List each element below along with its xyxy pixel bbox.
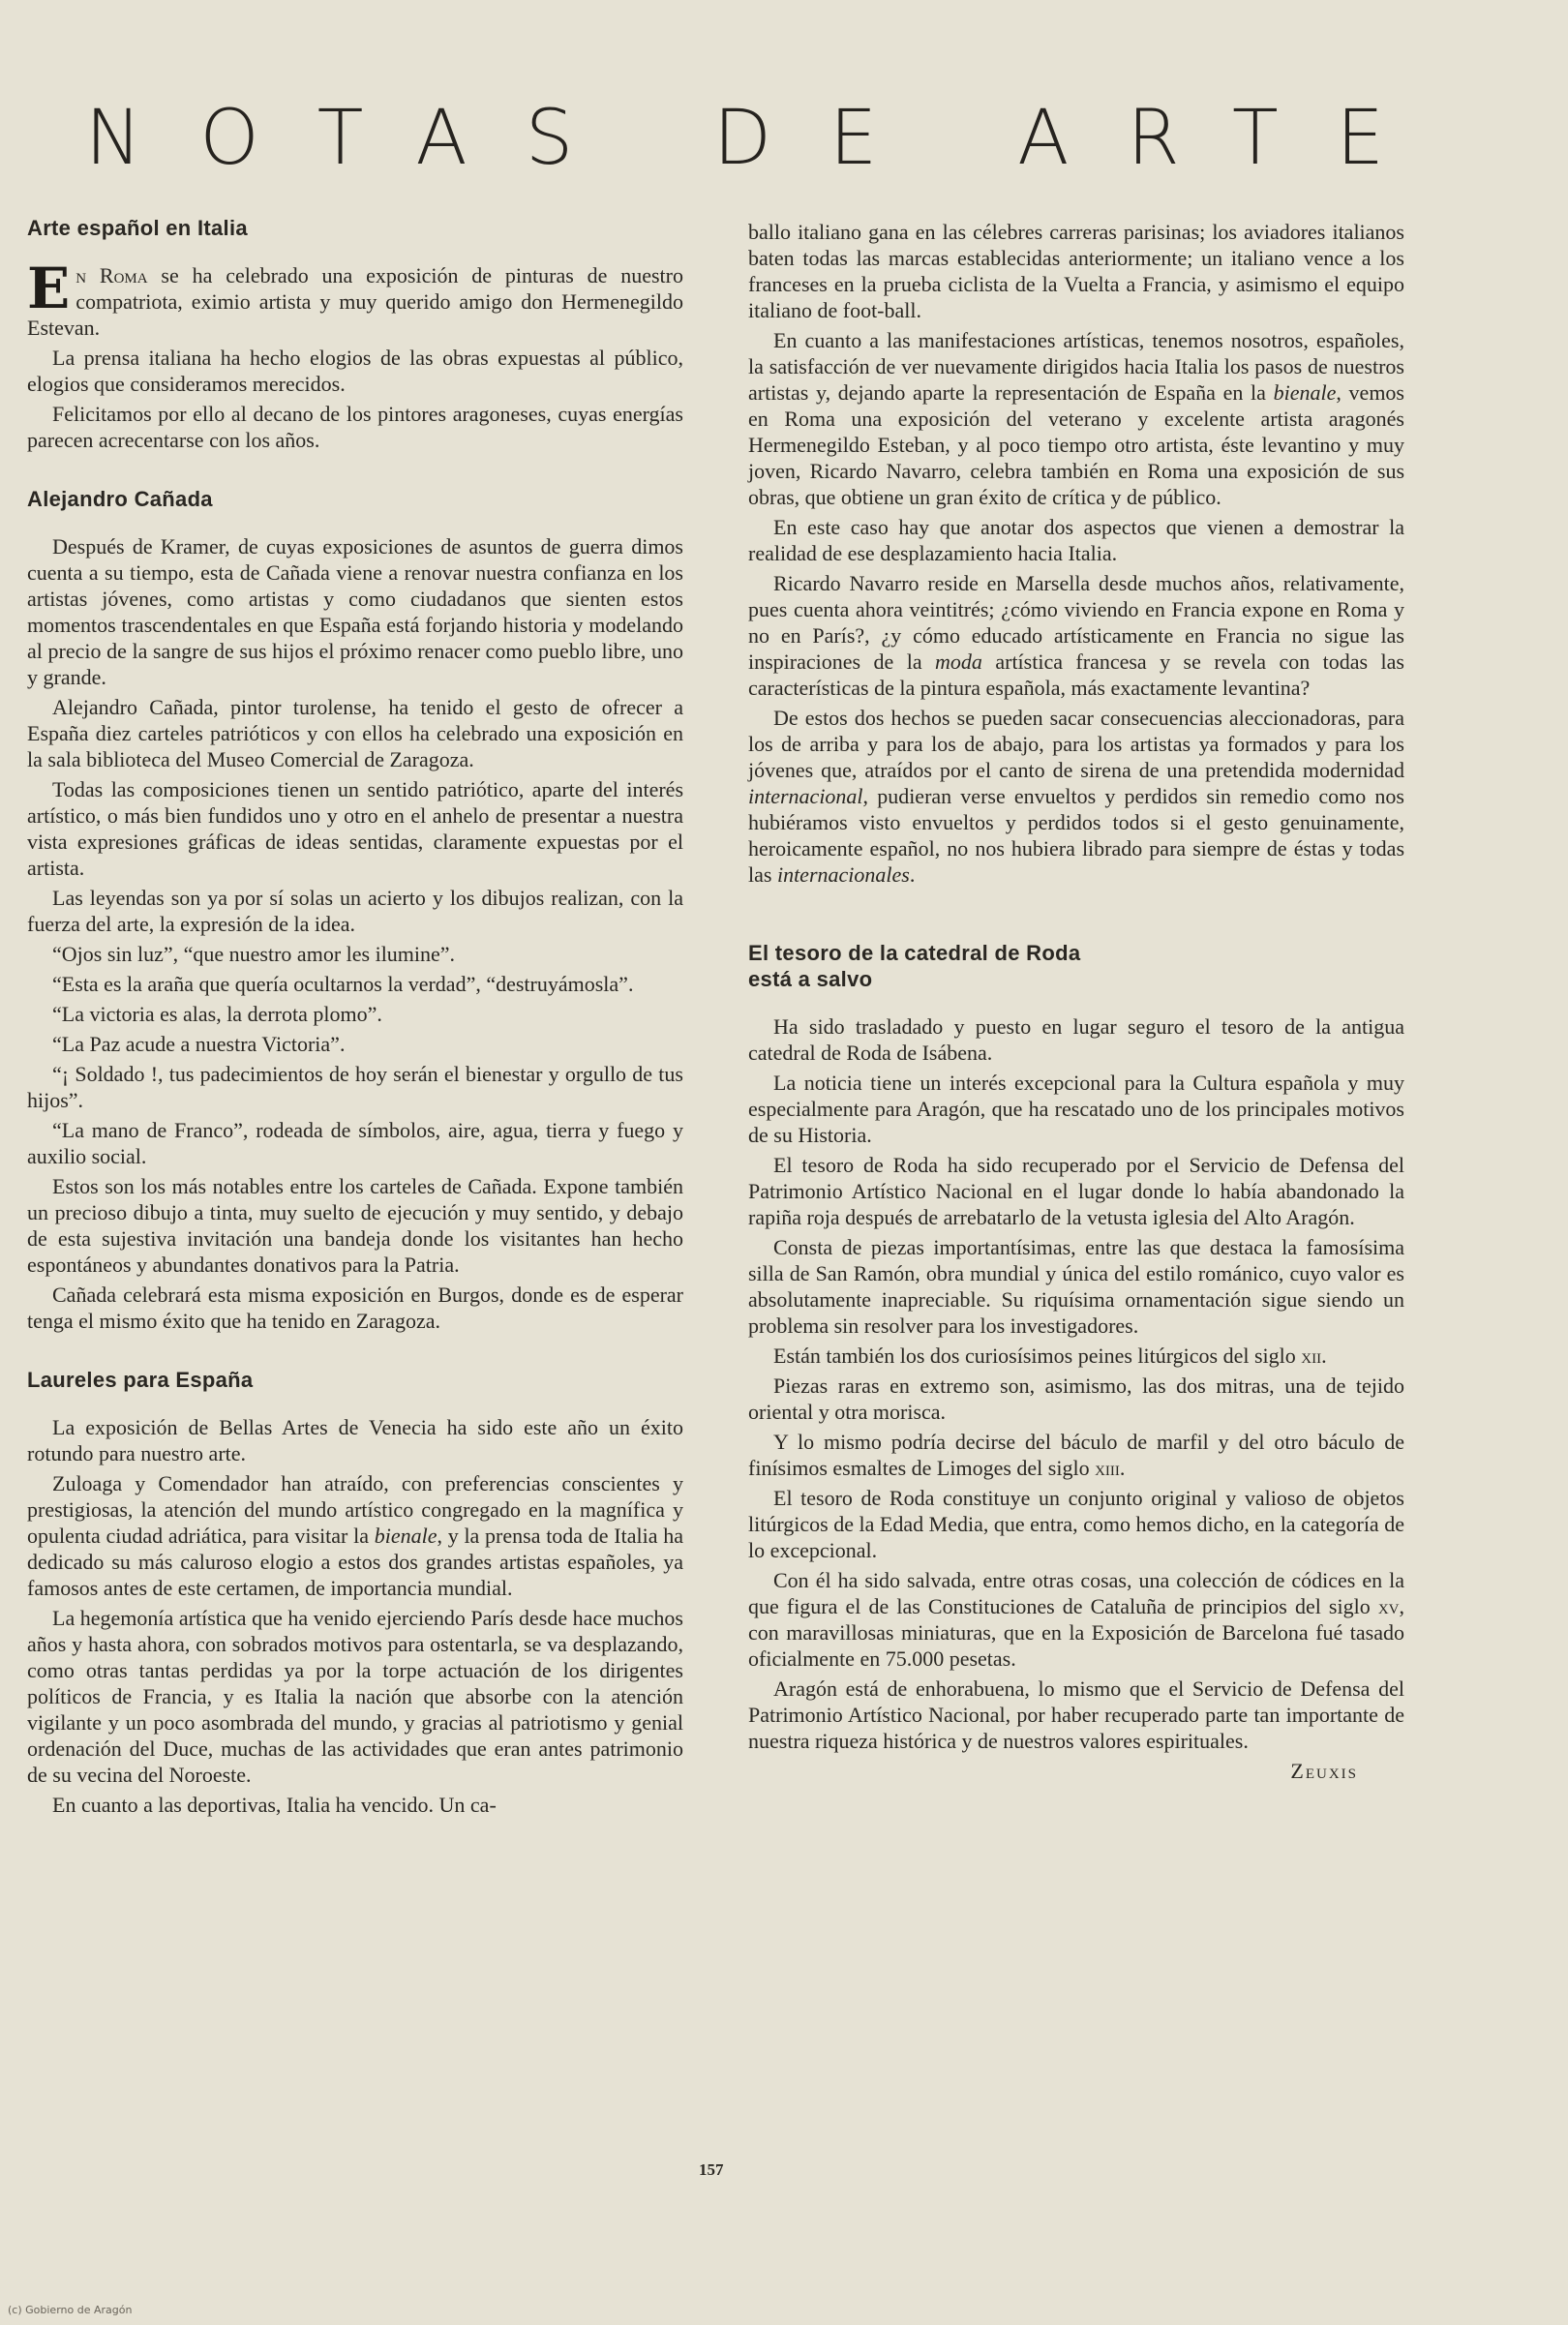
paragraph: La noticia tiene un interés excepcional para la Cultura española y muy especialmente para Aragón, que ha rescatado uno de los principales motivos de su Historia. — [748, 1071, 1404, 1147]
paragraph: Estos son los más notables entre los carteles de Cañada. Expone también un precioso dibujo a tinta, muy suelto de ejecución y muy sentido, y debajo de esta sujestiva invitación una bandeja donde los visitantes han hecho espontáneos y abundantes donativos para la Patria. — [27, 1174, 683, 1277]
paragraph: El tesoro de Roda ha sido recuperado por el Servicio de Defensa del Patrimonio Artístico Nacional en el lugar donde lo había abandonado la rapiña roja después de arrebatarlo de la vetusta iglesia del Alto Aragón. — [748, 1153, 1404, 1229]
author-signature: Zeuxis — [1290, 1759, 1358, 1783]
paragraph — [27, 256, 683, 341]
section-heading: Alejandro Cañada — [27, 487, 213, 511]
paragraph-text: , pudieran verse envueltos y perdidos sin remedio como nos hubiéramos visto envueltos y perdidos todos si el gesto genuinamente, heroicamente español, no nos hubiera librado para siempre de éstas y todas las — [748, 784, 1404, 887]
paragraph: Todas las composiciones tienen un sentido patriótico, aparte del interés artístico, o más bien fundidos uno y otro en el anhelo de presentar a nuestra vista expresiones gráficas de ideas sentidas, claramente expuestas por el artista. — [27, 777, 683, 880]
century-numeral: xii — [1301, 1344, 1322, 1368]
right-column — [748, 219, 1404, 1784]
paragraph: Ha sido trasladado y puesto en lugar seguro el tesoro de la antigua catedral de Roda de Isábena. — [748, 1014, 1404, 1065]
paragraph-text: . — [1321, 1344, 1327, 1368]
paragraph: Las leyendas son ya por sí solas un acierto y los dibujos realizan, con la fuerza del arte, la expresión de la idea. — [27, 886, 683, 936]
italic-term: bienale — [1273, 380, 1337, 405]
section-alejandro-canada — [27, 486, 683, 1334]
heading-line: está a salvo — [748, 967, 873, 991]
paragraph-text: artística francesa y se revela con todas las características de la pintura española, más exactamente levantina? — [748, 649, 1404, 700]
paragraph — [27, 1470, 683, 1601]
poster-quote: “La Paz acude a nuestra Victoria”. — [52, 1032, 346, 1056]
paragraph: Cañada celebrará esta misma exposición en Burgos, donde es de esperar tenga el mismo éxito que ha tenido en Zaragoza. — [27, 1283, 683, 1333]
paragraph-text: . — [909, 862, 916, 887]
paragraph: La hegemonía artística que ha venido ejerciendo París desde hace muchos años y hasta ahora, con sobrados motivos para ostentarla, se va desplazando, como otras tantas perdidas ya por la torpe actuación de los dirigentes políticos de Francia, y es Italia la nación que absorbe con la atención vigilante y un poco asombrada del mundo, y gracias al patriotismo y genial ordenación del Duce, muchas de las actividades que eran antes patrimonio de su vecina del Noroeste. — [27, 1606, 683, 1787]
section-heading: Laureles para España — [27, 1368, 254, 1392]
paragraph: Después de Kramer, de cuyas exposiciones de asuntos de guerra dimos cuenta a su tiempo, esta de Cañada viene a renovar nuestra confianza en los artistas jóvenes, como artistas y como ciudadanos que sienten estos momentos trascendentales en que España está forjando historia y modelando al precio de la sangre de sus hijos el próximo renacer como pueblo libre, uno y grande. — [27, 534, 683, 689]
page-number: 157 — [699, 2160, 724, 2179]
section-arte-espanol — [27, 215, 683, 453]
italic-term: bienale — [374, 1524, 437, 1548]
paragraph — [748, 705, 1404, 888]
paragraph-text: , con maravillosas miniaturas, que en la Exposición de Barcelona fué tasado oficialmente en 75.000 pesetas. — [748, 1594, 1404, 1671]
paragraph-text: . — [1119, 1456, 1126, 1480]
paragraph-text: Están también los dos curiosísimos peines litúrgicos del siglo — [773, 1344, 1302, 1368]
paragraph-text: En cuanto a las manifestaciones artísticas, tenemos nosotros, españoles, la satisfacción de ver nuevamente dirigidos hacia Italia los pasos de nuestros artistas y, dejando aparte la representación de España en la — [748, 328, 1404, 405]
drop-cap: E — [27, 256, 71, 321]
paragraph: El tesoro de Roda constituye un conjunto original y valioso de objetos litúrgicos de la Edad Media, que entra, como hemos dicho, en la categoría de lo excepcional. — [748, 1486, 1404, 1562]
paragraph-text: , vemos en Roma una exposición del veterano y excelente artista aragonés Hermenegildo Esteban, y al poco tiempo otro artista, éste levantino y muy joven, Ricardo Navarro, celebra también en Roma una exposición de sus obras, que obtiene un gran éxito de crítica y de público. — [748, 380, 1404, 509]
paragraph-text: se ha celebrado una exposición de pinturas de nuestro compatriota, eximio artista y muy querido amigo don Hermenegildo Estevan. — [27, 263, 683, 340]
paragraph: ballo italiano gana en las célebres carreras parisinas; los aviadores italianos baten todas las marcas establecidas anteriormente; un italiano vence a los franceses en la prueba ciclista de la Vuelta a Francia, y asimismo el equipo italiano de foot-ball. — [748, 220, 1404, 322]
paragraph — [748, 1567, 1404, 1672]
paragraph — [748, 1429, 1404, 1481]
paragraph-text: Zuloaga y Comendador han atraído, con preferencias conscientes y prestigiosas, la atención del mundo artístico congregado en la magnífica y opulenta ciudad adriática, para visitar la — [27, 1471, 683, 1548]
paragraph: Consta de piezas importantísimas, entre las que destaca la famosísima silla de San Ramón, obra mundial y única del estilo románico, cuyo valor es absolutamente inapreciable. Su riquísima ornamentación sigue siendo un problema sin resolver para los investigadores. — [748, 1235, 1404, 1338]
section-tesoro-roda — [748, 940, 1404, 1784]
section-heading: Arte español en Italia — [27, 216, 248, 240]
left-column — [27, 215, 683, 1822]
paragraph — [748, 570, 1404, 701]
italic-term: moda — [935, 649, 982, 674]
poster-quote: “La mano de Franco”, rodeada de símbolos, aire, agua, tierra y fuego y auxilio social. — [27, 1118, 683, 1168]
paragraph: Alejandro Cañada, pintor turolense, ha tenido el gesto de ofrecer a España diez carteles patrióticos y con ellos ha celebrado una exposición en la sala biblioteca del Museo Comercial de Zaragoza. — [27, 695, 683, 771]
page-title: NOTAS DE ARTE — [85, 95, 1442, 182]
section-heading — [748, 940, 1404, 992]
poster-quote: “La victoria es alas, la derrota plomo”. — [52, 1002, 382, 1026]
poster-quote: “Esta es la araña que quería ocultarnos la verdad”, “destruyámosla”. — [52, 972, 634, 996]
paragraph-text: De estos dos hechos se pueden sacar consecuencias aleccionadoras, para los de arriba y para los de abajo, para los artistas ya formados y para los jóvenes que, atraídos por el canto de sirena de una pretendida modernidad — [748, 706, 1404, 782]
lead-words: n Roma — [75, 263, 148, 287]
paragraph — [748, 1343, 1404, 1369]
heading-line: El tesoro de la catedral de Roda — [748, 941, 1081, 965]
paragraph-text: , y la prensa toda de Italia ha dedicado su más caluroso elogio a estos dos grandes artistas españoles, ya famosos antes de este certamen, de importancia mundial. — [27, 1524, 683, 1600]
paragraph: Piezas raras en extremo son, asimismo, las dos mitras, una de tejido oriental y otra morisca. — [748, 1374, 1404, 1424]
paragraph: En cuanto a las deportivas, Italia ha vencido. Un ca- — [52, 1793, 497, 1817]
paragraph — [748, 327, 1404, 510]
century-numeral: xiii — [1095, 1456, 1120, 1480]
copyright-notice: (c) Gobierno de Aragón — [8, 2304, 133, 2316]
italic-term: internacionales — [776, 862, 910, 887]
paragraph-text: Con él ha sido salvada, entre otras cosas, una colección de códices en la que figura el de las Constituciones de Cataluña de principios del siglo — [748, 1568, 1404, 1618]
poster-quote: “¡ Soldado !, tus padecimientos de hoy serán el bienestar y orgullo de tus hijos”. — [27, 1062, 683, 1112]
paragraph: En este caso hay que anotar dos aspectos que vienen a demostrar la realidad de ese desplazamiento hacia Italia. — [748, 515, 1404, 565]
paragraph: La exposición de Bellas Artes de Venecia ha sido este año un éxito rotundo para nuestro arte. — [27, 1415, 683, 1465]
paragraph: La prensa italiana ha hecho elogios de las obras expuestas al público, elogios que consideramos merecidos. — [27, 346, 683, 396]
paragraph-text: Ricardo Navarro reside en Marsella desde muchos años, relativamente, pues cuenta ahora veintitrés; ¿cómo viviendo en Francia expone en Roma y no en París?, ¿y cómo educado artísticamente en Francia no sigue las inspiraciones de la — [748, 571, 1404, 674]
section-laureles-continued — [748, 219, 1404, 888]
poster-quote: “Ojos sin luz”, “que nuestro amor les ilumine”. — [52, 942, 456, 966]
section-laureles — [27, 1367, 683, 1818]
paragraph: Felicitamos por ello al decano de los pintores aragoneses, cuyas energías parecen acrecentarse con los años. — [27, 402, 683, 452]
italic-term: internacional — [748, 784, 863, 808]
century-numeral: xv — [1377, 1594, 1400, 1618]
paragraph: Aragón está de enhorabuena, lo mismo que el Servicio de Defensa del Patrimonio Artístico Nacional, por haber recuperado parte tan importante de nuestra riqueza histórica y de nuestros valores espirituales. — [748, 1676, 1404, 1753]
paragraph-text: Y lo mismo podría decirse del báculo de marfil y del otro báculo de finísimos esmaltes de Limoges del siglo — [748, 1430, 1404, 1480]
